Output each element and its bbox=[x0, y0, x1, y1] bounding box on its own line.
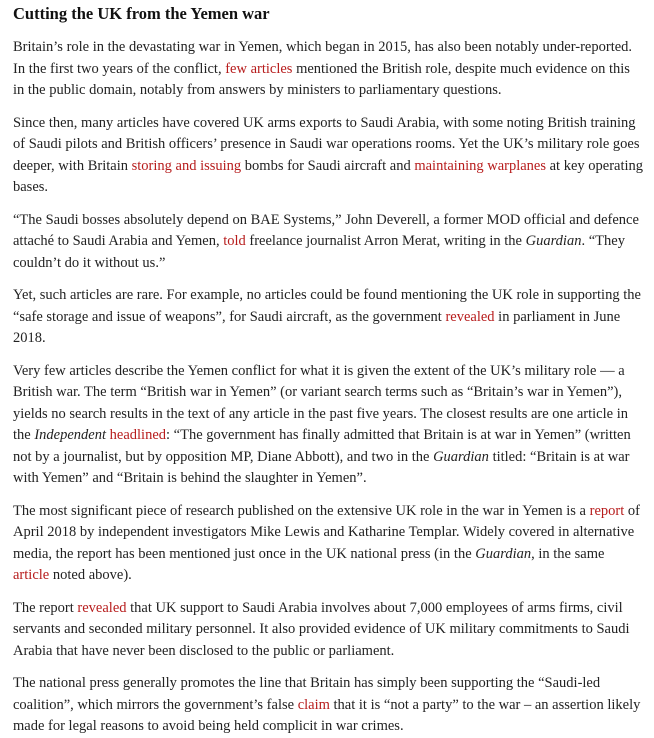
p2-text-b: bombs for Saudi aircraft and bbox=[241, 157, 415, 174]
p5-text-b: : “The government has finally admitted that Britain is at war in Yemen” (written not by a journalist, but by opposition MP, Diane Abbott), and two in the bbox=[13, 427, 631, 465]
link-maintaining-warplanes[interactable]: maintaining warplanes bbox=[414, 157, 546, 174]
p6-text-b: of April 2018 by independent investigators Mike Lewis and Katharine Templar. Widely covered in alternative media, the report has been mentioned just once in the UK national press (in the bbox=[13, 502, 640, 562]
paragraph-1 bbox=[13, 37, 644, 102]
link-headlined[interactable]: headlined bbox=[109, 427, 167, 443]
p6-text-a: The most significant piece of research published on the extensive UK role in the war in Yemen is a bbox=[13, 502, 590, 519]
p2-text-c: at key operating bases. bbox=[13, 157, 644, 195]
guardian-title: Guardian bbox=[525, 233, 582, 249]
p4-text-a: Yet, such articles are rare. For example, no articles could be found mentioning the UK role in supporting the “safe storage and issue of weapons”, for Saudi aircraft, as the government bbox=[13, 287, 641, 325]
p6-text-c: , in the same bbox=[531, 545, 605, 562]
p6-text-d: noted above). bbox=[49, 567, 132, 583]
link-told[interactable]: told bbox=[223, 233, 246, 249]
p5-text-c: titled: “Britain is at war with Yemen” and “Britain is behind the slaughter in Yemen”. bbox=[13, 448, 630, 486]
p3-text-a: “The Saudi bosses absolutely depend on BAE Systems,” John Deverell, a former MOD official and defence attaché to Saudi Arabia and Yemen, bbox=[13, 211, 639, 249]
link-revealed-parliament[interactable]: revealed bbox=[445, 308, 495, 325]
link-few-articles[interactable]: few articles bbox=[225, 60, 293, 77]
p7-text-b: that UK support to Saudi Arabia involves about 7,000 employees of arms firms, civil servants and seconded military personnel. It also provided evidence of UK military commitments to Saudi Arabia that have never been disclosed to the public or parliament. bbox=[13, 599, 630, 659]
p8-text-a: The national press generally promotes the line that Britain has simply been supporting the “Saudi-led coalition”, which mirrors the government’s false bbox=[13, 675, 601, 713]
guardian-title: Guardian bbox=[433, 448, 489, 465]
p4-text-b: in parliament in June 2018. bbox=[13, 308, 621, 346]
link-storing-and-issuing[interactable]: storing and issuing bbox=[131, 157, 242, 174]
link-article[interactable]: article bbox=[13, 567, 50, 583]
link-report[interactable]: report bbox=[589, 502, 625, 519]
link-revealed-report[interactable]: revealed bbox=[77, 599, 127, 616]
p1-text-a: Britain’s role in the devastating war in Yemen, which began in 2015, has also been notably under-reported. In the first two years of the conflict, bbox=[13, 39, 633, 77]
p2-text-a: Since then, many articles have covered UK arms exports to Saudi Arabia, with some noting British training of Saudi pilots and British officers’ presence in Saudi war operations rooms. Yet the UK’s military role goes deeper, with Britain bbox=[13, 114, 640, 174]
guardian-title: Guardian bbox=[475, 545, 532, 562]
paragraph-6 bbox=[13, 501, 644, 587]
paragraph-2 bbox=[13, 113, 644, 199]
p5-text-a: Very few articles describe the Yemen conflict for what it is given the extent of the UK’s military role — a British war. The term “British war in Yemen” (or variant search terms such as “Britain’s war in Yemen”), yields no search results in the text of any article in the past five years. The closest results are one article in the bbox=[13, 362, 628, 443]
paragraph-7 bbox=[13, 598, 644, 663]
p7-text-a: The report bbox=[13, 599, 78, 616]
link-claim[interactable]: claim bbox=[297, 696, 330, 713]
p1-text-b: mentioned the British role, despite much evidence on this in the public domain, notably from answers by ministers to parliamentary questions. bbox=[13, 60, 630, 98]
p8-text-b: that it is “not a party” to the war – an assertion likely made for legal reasons to avoid being held complicit in war crimes. bbox=[13, 696, 641, 734]
paragraph-4 bbox=[13, 285, 644, 350]
paragraph-8 bbox=[13, 673, 644, 738]
p3-text-b: freelance journalist Arron Merat, writing in the bbox=[245, 233, 526, 249]
paragraph-5 bbox=[13, 361, 644, 490]
section-heading: Cutting the UK from the Yemen war bbox=[13, 4, 270, 23]
independent-title: Independent bbox=[34, 427, 107, 443]
paragraph-3 bbox=[13, 210, 644, 275]
p3-text-c: . “They couldn’t do it without us.” bbox=[13, 233, 625, 271]
